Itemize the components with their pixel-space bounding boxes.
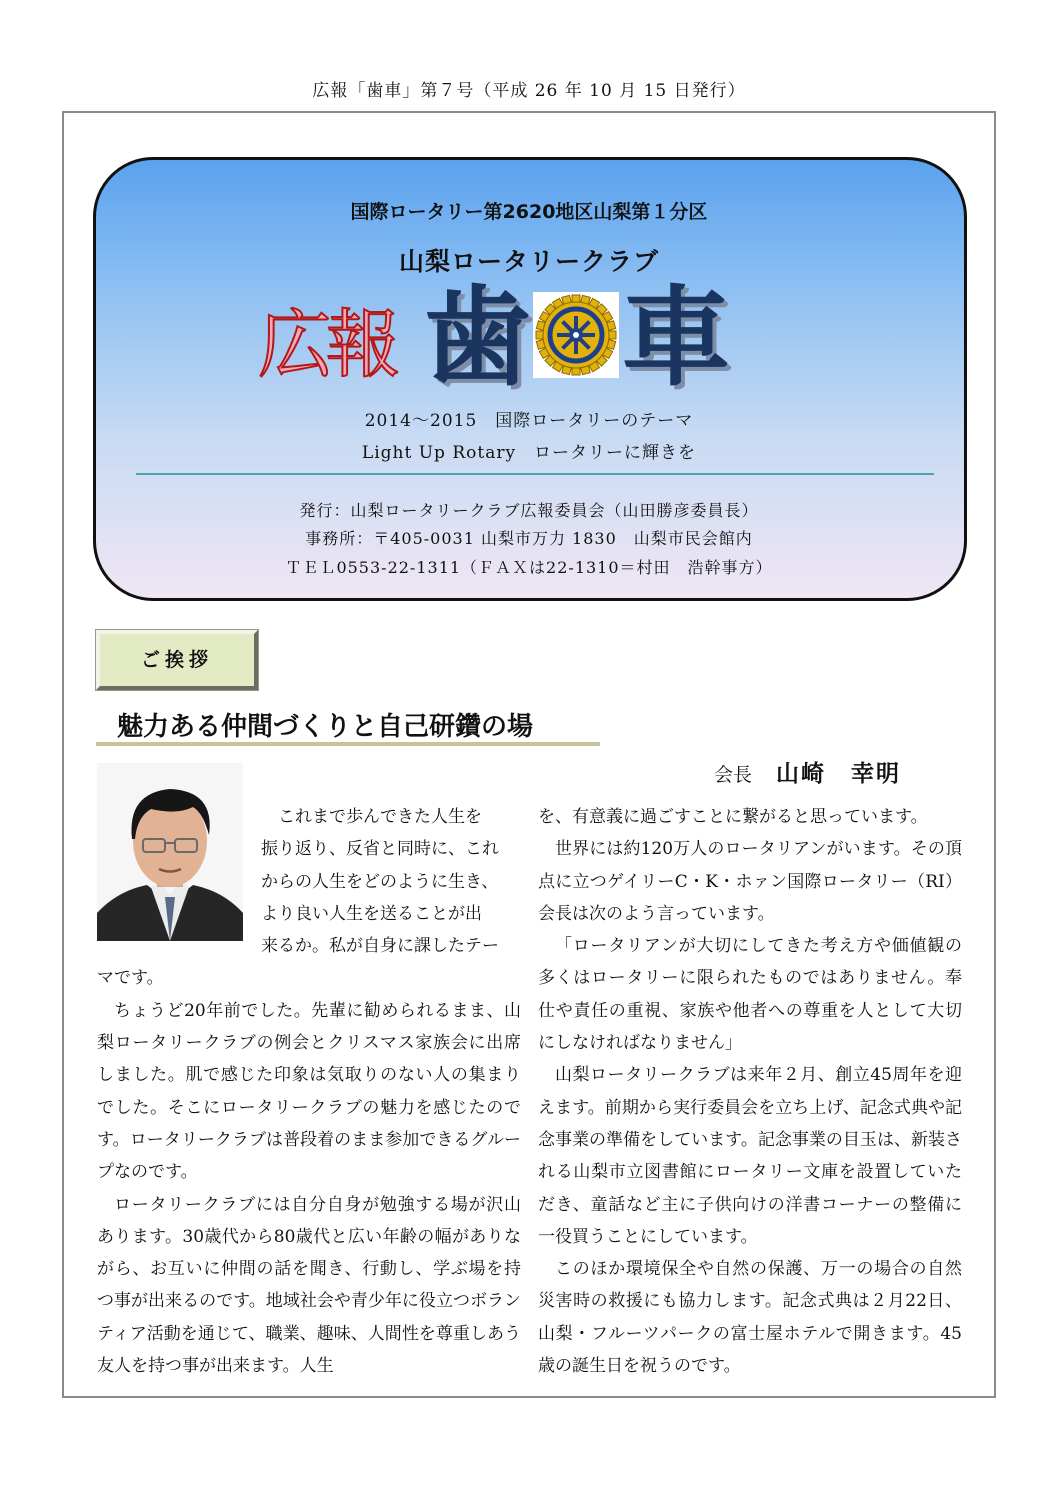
title-underline	[96, 742, 600, 746]
paragraph: これまで歩んできた人生を	[278, 807, 482, 827]
paragraph: からの人生をどのように生き、	[261, 871, 499, 892]
paragraph: 山梨ロータリークラブは来年２月、創立45周年を迎えます。前期から実行委員会を立ち上げ、記念式典や記念事業の準備をしています。記念事業の目玉は、新装される山梨市立図書館にロータリー文庫を設置していただき、童話など主に子供向けの洋書コーナーの整備に一役買うことにしています。	[538, 1065, 962, 1247]
district-name: 国際ロータリー第2620地区山梨第１分区	[350, 201, 708, 223]
paragraph: このほか環境保全や自然の保護、万一の場合の自然災害時の救援にも協力します。記念式典は２月22日、山梨・フルーツパークの富士屋ホテルで開きます。45歳の誕生日を祝うのです。	[538, 1259, 962, 1377]
rotary-wheel-icon	[533, 292, 619, 378]
paragraph: より良い人生を送ることが出	[261, 903, 482, 924]
article-column-left	[97, 801, 521, 1382]
paragraph: ちょうど20年前でした。先輩に勧められるまま、山梨ロータリークラブの例会とクリスマス家族会に出席しました。肌で感じた印象は気取りのない人の集まりでした。そこにロータリークラブの魅力を感じたのです。ロータリークラブは普段着のまま参加できるグループなのです。	[97, 1000, 521, 1183]
paragraph: 来るか。私が自身に課したテー マです。	[97, 936, 499, 989]
masthead-kouhou: 広報	[258, 302, 394, 388]
paragraph: 世界には約120万人のロータリアンがいます。その頂点に立つゲイリーC・K・ホァン国際ロータリー（RI）会長は次のよう言っています。	[538, 839, 962, 924]
theme-line-1: 2014～2015 国際ロータリーのテーマ	[364, 411, 694, 431]
author-role: 会長	[714, 764, 753, 786]
paragraph: 振り返り、反省と同時に、これ	[261, 839, 499, 860]
theme-line-2: Light Up Rotary ロータリーに輝きを	[361, 443, 697, 463]
section-badge	[96, 630, 258, 690]
paragraph: 「ロータリアンが大切にしてきた考え方や価値観の多くはロータリーに限られたものではありません。奉仕や責任の重視、家族や他者への尊重を人として大切にしなければなりません」	[538, 936, 962, 1054]
section-label: ご挨拶	[140, 649, 213, 671]
tel-line: ＴＥＬ0553-22-1311（ＦＡＸは22-1310＝村田 浩幹事方）	[285, 558, 773, 577]
publisher-line: 発行：山梨ロータリークラブ広報委員会（山田勝彦委員長）	[299, 501, 759, 520]
masthead-kuruma: 車	[622, 275, 731, 401]
author-name: 山崎 幸明	[776, 761, 902, 787]
club-name: 山梨ロータリークラブ	[398, 247, 659, 276]
publication-line: 広報「歯車」第７号（平成 26 年 10 月 15 日発行）	[312, 81, 746, 101]
masthead-ha: 歯	[423, 275, 532, 401]
header-divider	[136, 473, 934, 475]
article-title: 魅力ある仲間づくりと自己研鑽の場	[117, 712, 534, 742]
paragraph: ロータリークラブには自分自身が勉強する場が沢山あります。30歳代から80歳代と広い年齢の幅がありながら、お互いに仲間の話を聞き、行動し、学ぶ場を持つ事が出来るのです。地域社会や青少年に役立つボランティア活動を通じて、職業、趣味、人間性を尊重しあう友人を持つ事が出来ます。人生	[97, 1194, 521, 1377]
author-line	[714, 755, 901, 788]
paragraph: を、有意義に過ごすことに繋がると思っています。	[538, 807, 928, 827]
article-column-right	[538, 801, 962, 1382]
office-line: 事務所：〒405-0031 山梨市万力 1830 山梨市民会館内	[305, 529, 753, 548]
